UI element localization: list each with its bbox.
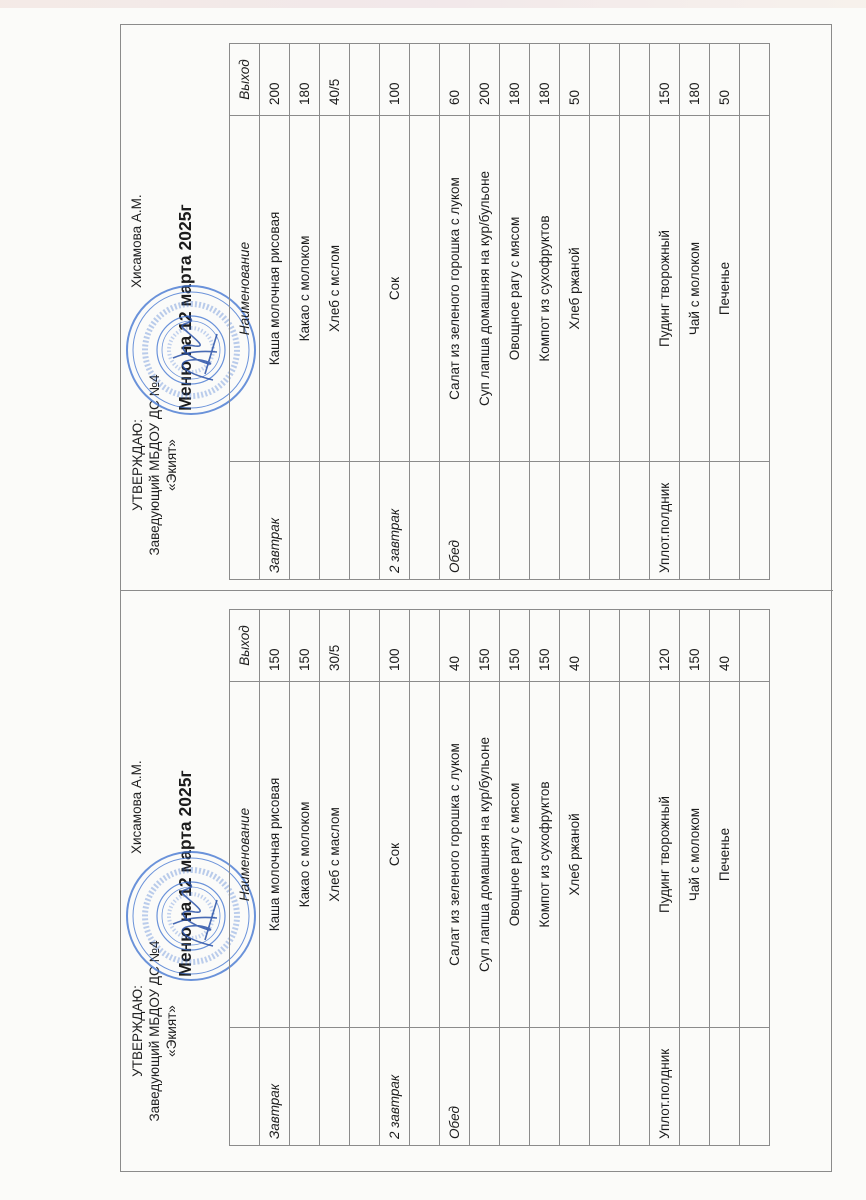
- output-column-header: Выход: [230, 44, 260, 116]
- meal-cell: Обед: [440, 462, 470, 580]
- dish-name-cell: Хлеб с маслом: [320, 682, 350, 1028]
- dish-name-cell: Пудинг творожный: [650, 682, 680, 1028]
- meal-column-header: [230, 1028, 260, 1146]
- dish-name-cell: Какао с молоком: [290, 682, 320, 1028]
- dish-name-cell: Чай с молоком: [680, 682, 710, 1028]
- dish-name-cell: Какао с молоком: [290, 116, 320, 462]
- meal-cell: [500, 462, 530, 580]
- table-row: [560, 44, 590, 580]
- output-cell: 150: [680, 610, 710, 682]
- approval-line: Заведующий МБДОУ ДС №4: [147, 374, 162, 556]
- table-row: [470, 44, 500, 580]
- dish-name-cell: [350, 682, 380, 1028]
- meal-cell: [410, 1028, 440, 1146]
- output-cell: 40: [560, 610, 590, 682]
- approval-line: Заведующий МБДОУ ДС №4: [147, 940, 162, 1122]
- meal-cell: [320, 462, 350, 580]
- dish-name-cell: Каша молочная рисовая: [260, 682, 290, 1028]
- output-cell: 40: [710, 610, 740, 682]
- meal-cell: 2 завтрак: [380, 462, 410, 580]
- output-cell: 180: [290, 44, 320, 116]
- table-row: [740, 610, 770, 1146]
- meal-cell: [290, 462, 320, 580]
- output-cell: 150: [290, 610, 320, 682]
- menu-sheet: [121, 591, 833, 1156]
- table-row: [650, 610, 680, 1146]
- output-cell: 200: [470, 44, 500, 116]
- meal-cell: [320, 1028, 350, 1146]
- output-cell: 150: [500, 610, 530, 682]
- dish-name-cell: [620, 682, 650, 1028]
- output-cell: 180: [530, 44, 560, 116]
- dish-name-cell: Пудинг творожный: [650, 116, 680, 462]
- dish-name-cell: Салат из зеленого горошка с луком: [440, 116, 470, 462]
- table-row: [350, 610, 380, 1146]
- table-header-row: [230, 610, 260, 1146]
- dish-name-cell: Компот из сухофруктов: [530, 116, 560, 462]
- table-row: [320, 44, 350, 580]
- approval-block: [129, 340, 180, 590]
- meal-cell: Обед: [440, 1028, 470, 1146]
- table-row: [680, 610, 710, 1146]
- meal-cell: Завтрак: [260, 1028, 290, 1146]
- table-row: [590, 44, 620, 580]
- dish-name-cell: Овощное рагу с мясом: [500, 682, 530, 1028]
- table-row: [620, 44, 650, 580]
- meal-cell: [410, 462, 440, 580]
- menu-title: Меню на 12 марта 2025г: [175, 770, 195, 977]
- dish-name-cell: [740, 116, 770, 462]
- approval-header: [129, 25, 229, 590]
- dish-name-cell: Суп лапша домашняя на кур/бульоне: [470, 682, 500, 1028]
- menu-table: [229, 43, 770, 580]
- output-cell: [410, 44, 440, 116]
- table-header-row: [230, 44, 260, 580]
- name-column-header: Наименование: [230, 682, 260, 1028]
- meal-cell: [620, 1028, 650, 1146]
- meal-cell: [350, 1028, 380, 1146]
- dish-name-cell: [410, 682, 440, 1028]
- dish-name-cell: [590, 682, 620, 1028]
- meal-cell: [560, 1028, 590, 1146]
- output-cell: 40: [440, 610, 470, 682]
- output-cell: [410, 610, 440, 682]
- table-row: [470, 610, 500, 1146]
- approval-line: УТВЕРЖДАЮ:: [130, 985, 145, 1077]
- table-row: [710, 44, 740, 580]
- output-cell: [620, 610, 650, 682]
- output-cell: 150: [260, 610, 290, 682]
- meal-cell: [530, 462, 560, 580]
- dish-name-cell: Хлеб ржаной: [560, 116, 590, 462]
- dish-name-cell: Компот из сухофруктов: [530, 682, 560, 1028]
- output-cell: 120: [650, 610, 680, 682]
- dish-name-cell: Чай с молоком: [680, 116, 710, 462]
- meal-cell: [620, 462, 650, 580]
- approval-line: «Экият»: [164, 439, 179, 491]
- table-row: [620, 610, 650, 1146]
- meal-cell: [590, 1028, 620, 1146]
- dish-name-cell: [350, 116, 380, 462]
- meal-cell: Уплот.полдник: [650, 1028, 680, 1146]
- output-cell: 100: [380, 44, 410, 116]
- dish-name-cell: Печенье: [710, 116, 740, 462]
- approval-header: [129, 591, 229, 1156]
- dish-name-cell: Печенье: [710, 682, 740, 1028]
- table-row: [560, 610, 590, 1146]
- meal-column-header: [230, 462, 260, 580]
- table-row: [290, 610, 320, 1146]
- dish-name-cell: Каша молочная рисовая: [260, 116, 290, 462]
- meal-cell: Завтрак: [260, 462, 290, 580]
- meal-cell: [740, 462, 770, 580]
- table-row: [650, 44, 680, 580]
- table-row: [440, 610, 470, 1146]
- meal-cell: [500, 1028, 530, 1146]
- meal-cell: [560, 462, 590, 580]
- dish-name-cell: Салат из зеленого горошка с луком: [440, 682, 470, 1028]
- meal-cell: [350, 462, 380, 580]
- menu-rows: [260, 610, 770, 1146]
- approval-line: УТВЕРЖДАЮ:: [130, 419, 145, 511]
- signer-name: Хисамова А.М.: [129, 194, 144, 288]
- output-cell: [740, 610, 770, 682]
- dish-name-cell: [410, 116, 440, 462]
- meal-cell: [590, 462, 620, 580]
- dish-name-cell: Сок: [380, 116, 410, 462]
- output-cell: 150: [650, 44, 680, 116]
- output-cell: [590, 610, 620, 682]
- approval-block: [129, 906, 180, 1156]
- menu-panel-bottom: [121, 590, 833, 1156]
- name-column-header: Наименование: [230, 116, 260, 462]
- dish-name-cell: [590, 116, 620, 462]
- dish-name-cell: Хлеб с мслом: [320, 116, 350, 462]
- signer-name: Хисамова А.М.: [129, 760, 144, 854]
- dish-name-cell: Суп лапша домашняя на кур/бульоне: [470, 116, 500, 462]
- table-row: [260, 610, 290, 1146]
- output-cell: 150: [530, 610, 560, 682]
- table-row: [710, 610, 740, 1146]
- table-row: [410, 610, 440, 1146]
- table-row: [260, 44, 290, 580]
- output-cell: 150: [470, 610, 500, 682]
- approval-line: «Экият»: [164, 1005, 179, 1057]
- output-cell: 30/5: [320, 610, 350, 682]
- meal-cell: 2 завтрак: [380, 1028, 410, 1146]
- table-row: [740, 44, 770, 580]
- menu-title: Меню на 12 марта 2025г: [175, 204, 195, 411]
- table-row: [680, 44, 710, 580]
- table-row: [530, 44, 560, 580]
- dish-name-cell: Хлеб ржаной: [560, 682, 590, 1028]
- meal-cell: [530, 1028, 560, 1146]
- output-cell: [740, 44, 770, 116]
- meal-cell: [680, 1028, 710, 1146]
- meal-cell: [680, 462, 710, 580]
- output-cell: 50: [710, 44, 740, 116]
- output-cell: 60: [440, 44, 470, 116]
- meal-cell: Уплот.полдник: [650, 462, 680, 580]
- output-cell: [350, 610, 380, 682]
- meal-cell: [710, 1028, 740, 1146]
- table-row: [500, 44, 530, 580]
- output-cell: 40/5: [320, 44, 350, 116]
- meal-cell: [740, 1028, 770, 1146]
- scan-edge: [0, 0, 866, 8]
- output-cell: [590, 44, 620, 116]
- menu-rows: [260, 44, 770, 580]
- output-cell: 180: [680, 44, 710, 116]
- menu-sheet: [121, 25, 833, 590]
- dish-name-cell: Сок: [380, 682, 410, 1028]
- meal-cell: [290, 1028, 320, 1146]
- dish-name-cell: [740, 682, 770, 1028]
- table-row: [500, 610, 530, 1146]
- meal-cell: [710, 462, 740, 580]
- dish-name-cell: Овощное рагу с мясом: [500, 116, 530, 462]
- output-column-header: Выход: [230, 610, 260, 682]
- table-row: [350, 44, 380, 580]
- table-row: [530, 610, 560, 1146]
- output-cell: 200: [260, 44, 290, 116]
- output-cell: [350, 44, 380, 116]
- table-row: [380, 44, 410, 580]
- table-row: [320, 610, 350, 1146]
- meal-cell: [470, 462, 500, 580]
- output-cell: 100: [380, 610, 410, 682]
- table-row: [440, 44, 470, 580]
- output-cell: 180: [500, 44, 530, 116]
- table-row: [380, 610, 410, 1146]
- table-row: [590, 610, 620, 1146]
- menu-table: [229, 609, 770, 1146]
- dish-name-cell: [620, 116, 650, 462]
- output-cell: 50: [560, 44, 590, 116]
- output-cell: [620, 44, 650, 116]
- table-row: [290, 44, 320, 580]
- meal-cell: [470, 1028, 500, 1146]
- menu-panel-top: [121, 25, 833, 590]
- table-row: [410, 44, 440, 580]
- document-frame: [120, 24, 832, 1172]
